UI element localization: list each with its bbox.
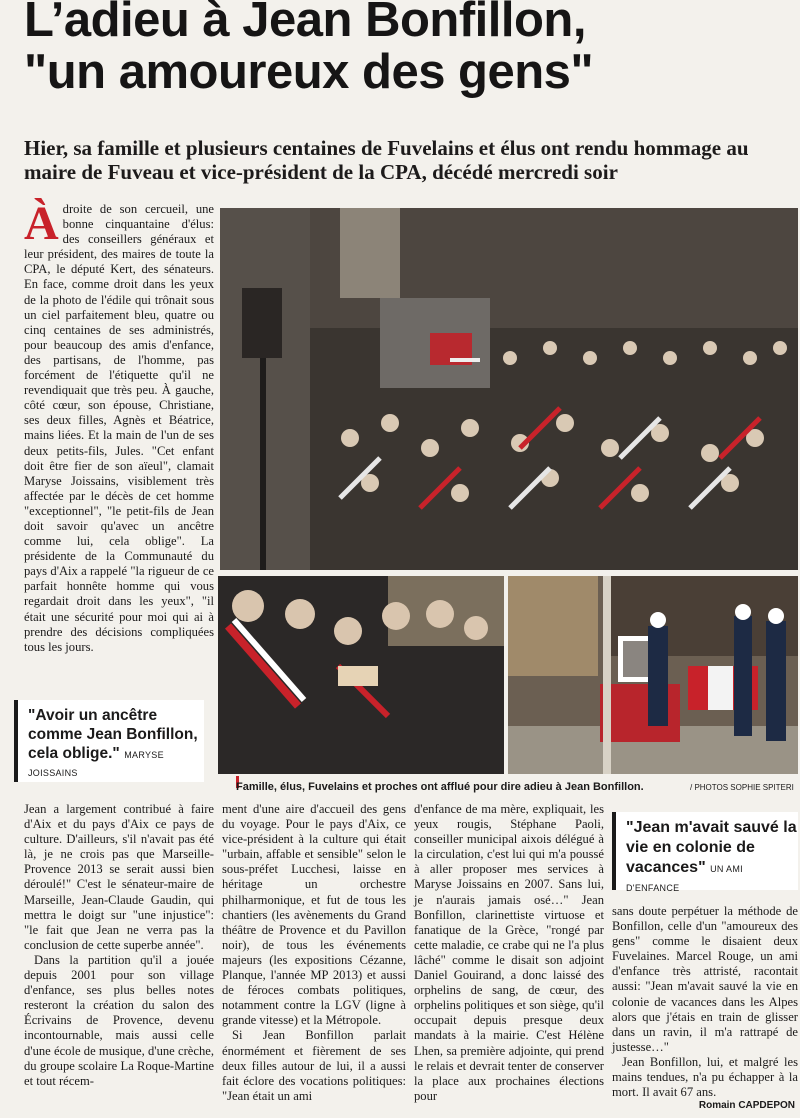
pull-quote-childhood-friend <box>612 812 798 893</box>
photo-officials <box>218 576 504 774</box>
body-column-1 <box>24 802 214 1089</box>
paragraph: Jean Bonfillon, lui, et malgré les mains tendues, n'a pu échapper à la mort. Il avait 67 ans. <box>612 1054 798 1100</box>
photo-credit: / PHOTOS SOPHIE SPITERI <box>690 783 794 792</box>
standfirst: Hier, sa famille et plusieurs centaines de Fuvelains et élus ont rendu hommage au maire de Fuveau et vice-président de la CPA, décédé mercredi soir <box>24 136 749 184</box>
pull-quote-text: "Avoir un ancêtre comme Jean Bonfillon, cela oblige." <box>28 707 198 762</box>
paragraph: ment d'une aire d'accueil des gens du voyage. Pour le pays d'Aix, ce vice-président à la culture qui était "urbain, affable et sensible" selon le sous-préfet Lucchesi, laisse en héritage un orchestre philharmonique, et fut de tous les chantiers (les avènements du Grand théâtre de Provence et du Pavillon noir), de tous les événements majeurs (les expositions Cézanne, Planque, l'année MP 2013) et aussi de féroces combats politiques, notamment contre la LGV (ligne à grande vitesse) et la Métropole. <box>222 802 406 1028</box>
body-column-3 <box>414 802 604 1104</box>
pull-quote-attribution: MARYSE JOISSAINS <box>28 750 164 778</box>
headline-line-1: L’adieu à Jean Bonfillon, <box>24 0 586 47</box>
paragraph: d'enfance de ma mère, expliquait, les yeux rougis, Stéphane Paoli, conseiller municipal aixois délégué à la circulation, c'est lui qui m'a poussé à aller proposer mes services à Maryse Joissains en 2007. Sans lui, je n'aurais jamais osé…" Jean Bonfillon, clarinettiste virtuose et fanatique de la Grèce, "rongé par cette maladie, ce crabe qui ne l'a plus lâché" comme le disait son adjoint Daniel Gouirand, a donc laissé des orphelins de sang, de cœur, des orphelins politiques et son siège, qu'il occupait depuis presque deux mandats à la mairie. C'est Hélène Lhen, sa première adjointe, qui prend le relais et devrait tenter de conserver la place aux prochaines élections pour <box>414 802 604 1103</box>
paragraph: Jean a largement contribué à faire d'Aix et du pays d'Aix ce pays de culture. D'ailleurs, s'il n'avait pas été là, je ne crois pas que Marseille-Provence 2013 se serait aussi bien déroulé!" C'est le sénateur-maire de Marseille, Jean-Claude Gaudin, qui mettra le doigt sur "une injustice": "le fait que Jean ne verra pas la conclusion de cette superbe année". <box>24 802 214 952</box>
drop-cap: À <box>24 197 59 250</box>
headline-line-2: "un amoureux des gens" <box>24 45 594 99</box>
body-column-2 <box>222 802 406 1104</box>
lead-paragraph <box>24 197 214 655</box>
main-photo-crowd <box>220 208 798 570</box>
headline <box>24 0 794 98</box>
paragraph: Dans la partition qu'il a jouée depuis 2001 pour son village d'enfance, ses plus belles notes resteront la création du salon des Écrivains de Provence, devenu incontournable, mais aussi celle d'une école de musique, d'une crèche, du groupe scolaire La Roque-Martine et tout récem- <box>24 952 214 1088</box>
lead-text: droite de son cercueil, une bonne cinquantaine d'élus: des conseillers généraux et leur président, des maires de toute la CPA, le député Kert, des sénateurs. En face, comme droit dans les yeux de la photo de l'édile qui trônait sous un ciel parfaitement bleu, quatre ou cinq centaines de ses administrés, pour beaucoup des amis d'enfance, des partisans, de l'homme, pas forcément de l'étiquette qu'il ne revendiquait que très peu. À gauche, côté cœur, son épouse, Christiane, ses deux filles, Agnès et Béatrice, mains liées. Et la main de l'un de ses deux petits-fils, Jules. "Cet enfant doit être fier de son aïeul", clamait Maryse Joissains, visiblement très affectée par le décès de cet homme "exceptionnel", "le petit-fils de Jean doit savoir qu'avec un ancêtre comme lui, cela oblige". La présidente de la Communauté du pays d'Aix a rappelé "la rigueur de ce parfait honnête homme qui vous regardait droit dans les yeux", "il était une sécurité pour moi qui ai à prendre des décisions compliquées tous les jours. <box>24 202 214 654</box>
pull-quote-text: "Jean m'avait sauvé la vie en colonie de vacances" <box>626 819 797 876</box>
photo-coffin <box>508 576 798 774</box>
pull-quote-attribution: UN AMI D'ENFANCE <box>626 864 743 893</box>
photo-caption: Famille, élus, Fuvelains et proches ont afflué pour dire adieu à Jean Bonfillon. <box>236 781 644 793</box>
paragraph: Si Jean Bonfillon parlait énormément et fièrement de ses deux filles autour de lui, il a aussi fait éclore des vocations politiques: "Jean était un ami <box>222 1028 406 1103</box>
pull-quote-joissains <box>14 700 204 782</box>
paragraph: sans doute perpétuer la méthode de Bonfillon, celle d'un "amoureux des gens" comme le disaient deux Fuvelaines. Marcel Rouge, un ami d'enfance très attristé, racontait aussi: "Jean m'avait sauvé la vie en colonie de vacances dans les Alpes alors que j'étais en train de glisser dans un ravin, il m'a rattrapé de justesse…" <box>612 904 798 1054</box>
author-signature: Romain CAPDEPON <box>698 1100 795 1111</box>
body-column-4 <box>612 904 798 1100</box>
